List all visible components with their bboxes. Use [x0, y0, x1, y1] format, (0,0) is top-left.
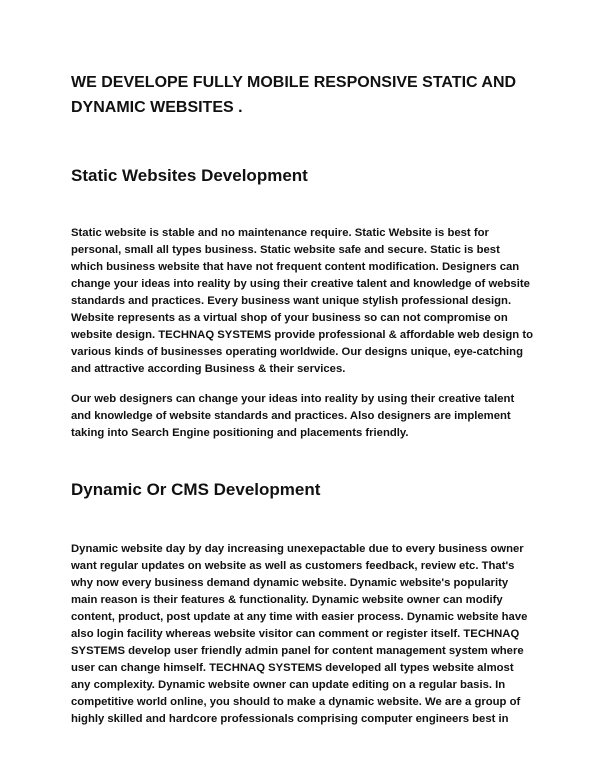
static-paragraph-2: Our web designers can change your ideas into reality by using their creative talent and knowledge of website standards and practices. Also designers are implement taking into Search Engine positioning and placements friendly. — [71, 393, 515, 439]
dynamic-paragraph-1: Dynamic website day by day increasing unexepactable due to every business owner want regular updates on website as well as customers feedback, review etc. That's why now every business demand dynamic website. Dynamic website's popularity main reason is their features & functionality. Dynamic website owner can modify content, product, post update at any time with easier process. Dynamic website have also login facility whereas website visitor can comment or register itself. TECHNAQ SYSTEMS develop user friendly admin panel for content management system where user can change himself. TECHNAQ SYSTEMS developed all types website almost any complexity. Dynamic website owner can update editing on a regular basis. In competitive world online, you should to make a dynamic website. We are a group of highly skilled and hardcore professionals comprising computer engineers best in — [71, 543, 528, 725]
section-heading-static: Static Websites Development — [71, 166, 308, 185]
section-heading-dynamic: Dynamic Or CMS Development — [71, 480, 321, 499]
page-headline: WE DEVELOPE FULLY MOBILE RESPONSIVE STATIC AND DYNAMIC WEBSITES . — [71, 74, 517, 116]
static-paragraph-1: Static website is stable and no maintenance require. Static Website is best for personal, small all types business. Static website safe and secure. Static is best which business website that have not frequent content modification. Designers can change your ideas into reality by using their creative talent and knowledge of website standards and practices. Every business want unique stylish professional design. Website represents as a virtual shop of your business so can not compromise on website design. TECHNAQ SYSTEMS provide professional & affordable web design to various kinds of businesses operating worldwide. Our designs unique, eye-catching and attractive according Business & their services. — [71, 227, 533, 375]
